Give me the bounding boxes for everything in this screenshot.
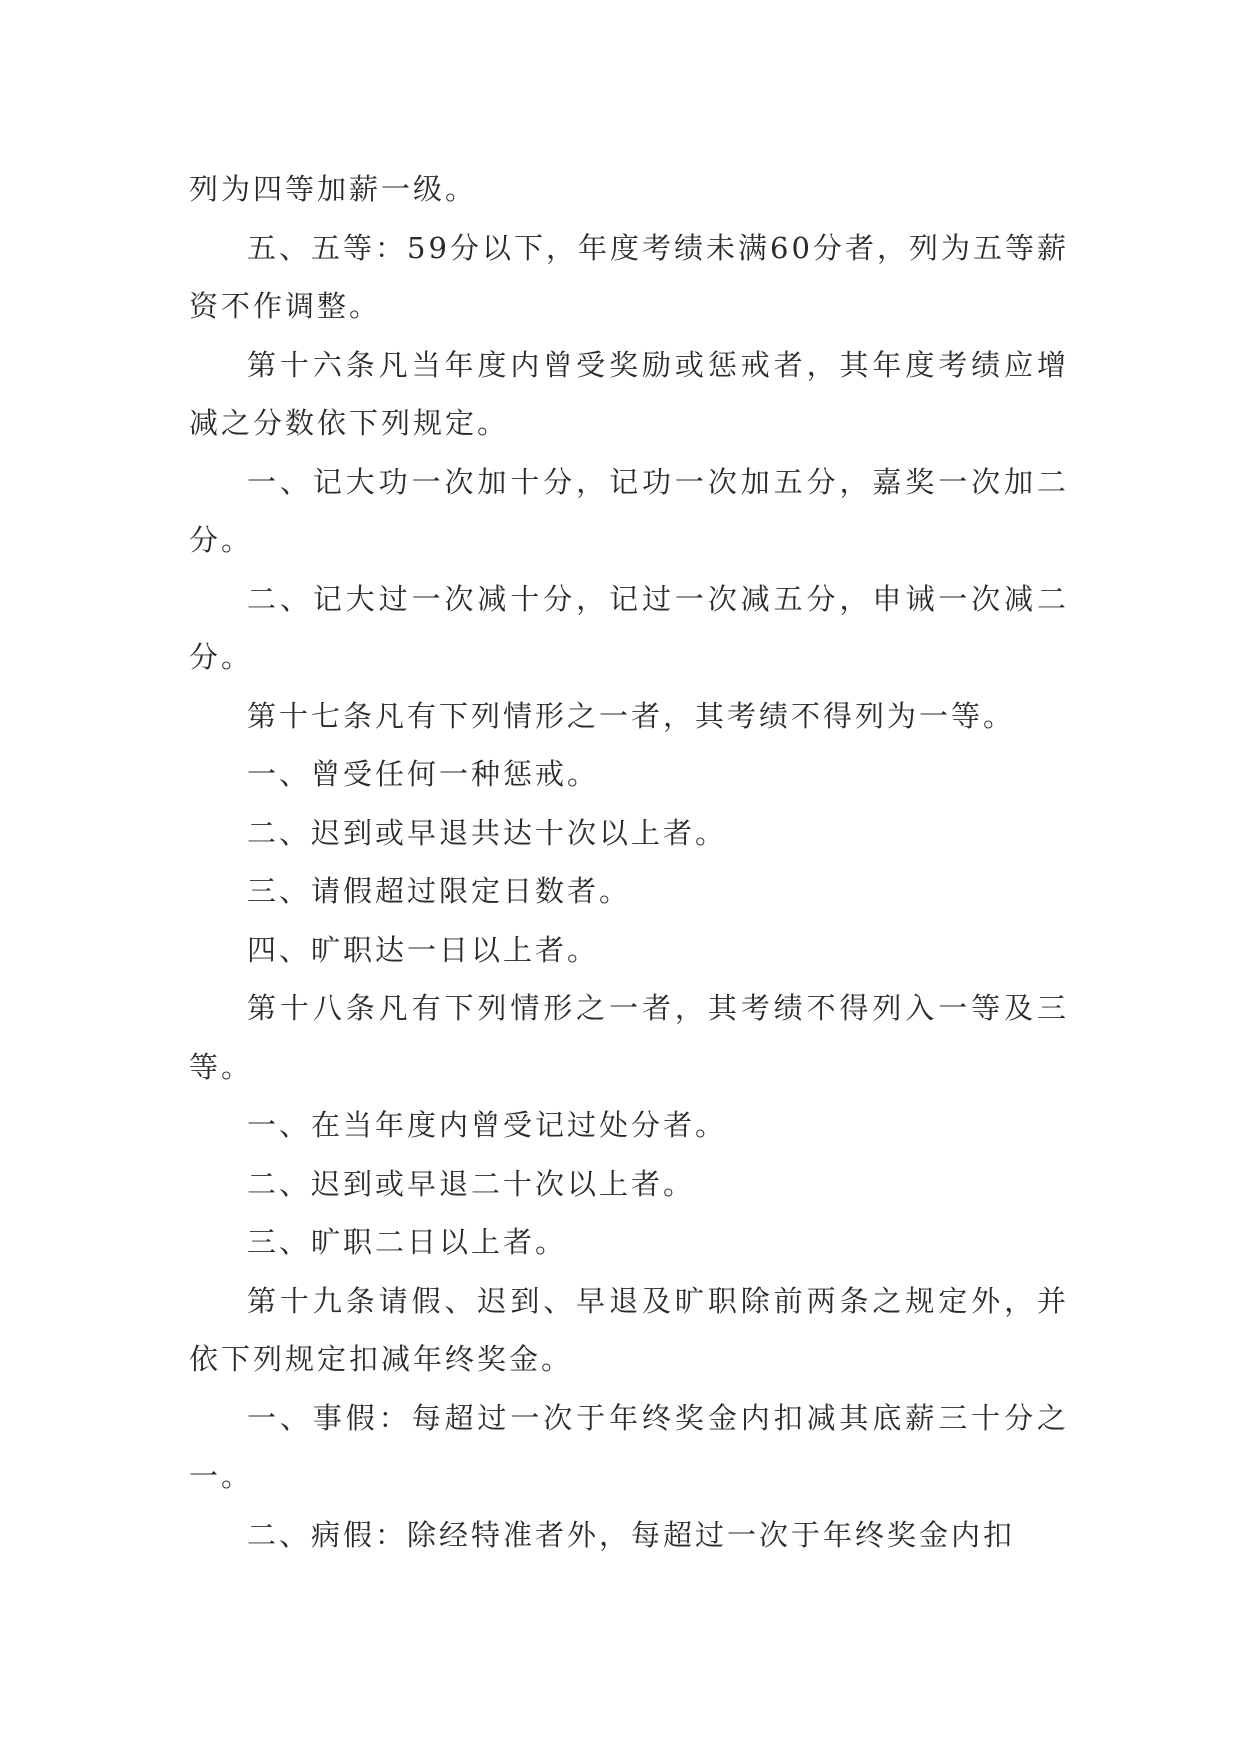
paragraph: 二、迟到或早退共达十次以上者。 <box>247 815 728 850</box>
document-body <box>189 160 1069 1564</box>
article-18-paragraph: 第十八条凡有下列情形之一者，其考绩不得列入一等及三等。 <box>189 991 1069 1084</box>
paragraph: 列为四等加薪一级。 <box>189 172 478 206</box>
paragraph: 一、曾受任何一种惩戒。 <box>247 757 600 791</box>
paragraph: 一、记大功一次加十分，记功一次加五分，嘉奖一次加二分。 <box>189 464 1069 557</box>
paragraph: 二、病假：除经特准者外，每超过一次于年终奖金内扣 <box>247 1517 1016 1552</box>
paragraph: 二、迟到或早退二十次以上者。 <box>247 1166 696 1201</box>
article-16-paragraph: 第十六条凡当年度内曾受奖励或惩戒者，其年度考绩应增减之分数依下列规定。 <box>189 347 1069 440</box>
paragraph: 五、五等：59分以下，年度考绩未满60分者，列为五等薪资不作调整。 <box>189 230 1069 323</box>
article-17-paragraph: 第十七条凡有下列情形之一者，其考绩不得列为一等。 <box>247 698 1016 733</box>
paragraph: 一、在当年度内曾受记过处分者。 <box>247 1108 728 1142</box>
paragraph: 三、请假超过限定日数者。 <box>247 874 632 908</box>
paragraph: 一、事假：每超过一次于年终奖金内扣减其底薪三十分之一。 <box>189 1400 1069 1493</box>
paragraph: 三、旷职二日以上者。 <box>247 1225 568 1259</box>
paragraph: 四、旷职达一日以上者。 <box>247 932 600 967</box>
paragraph: 二、记大过一次减十分，记过一次减五分，申诫一次减二分。 <box>189 581 1069 674</box>
article-19-paragraph: 第十九条请假、迟到、早退及旷职除前两条之规定外，并依下列规定扣减年终奖金。 <box>189 1283 1069 1376</box>
